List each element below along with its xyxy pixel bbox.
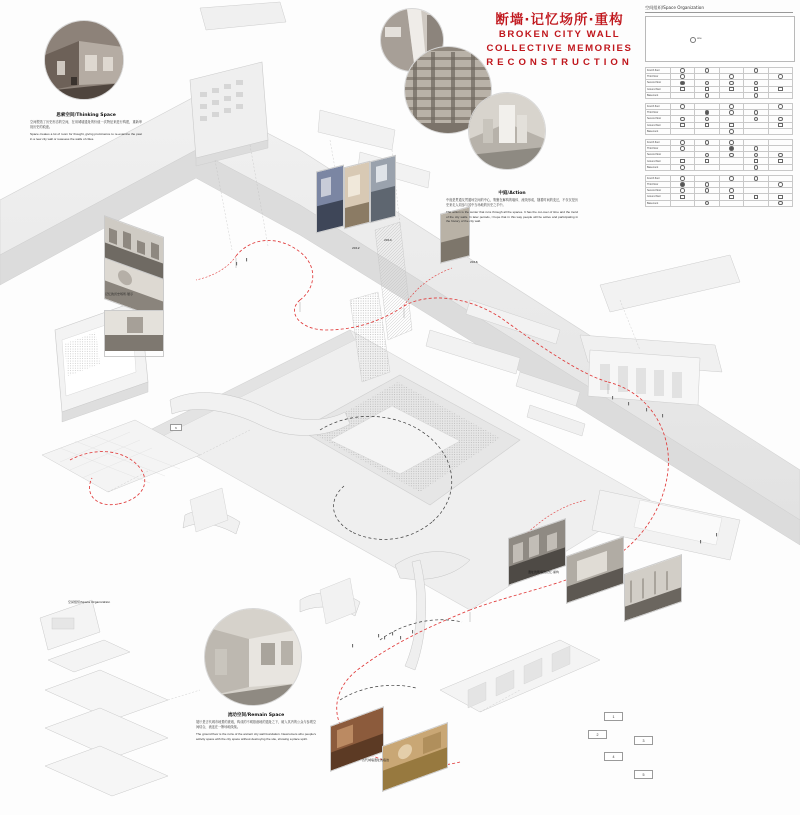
- table-row: Fourth floor: [646, 68, 793, 74]
- table-row: Basement: [646, 200, 793, 206]
- caption-thinking-en: Space creates a lot of room for thought, giving prominence to re-examine the past in a new city wall or reassess the walls of cities.: [30, 132, 142, 141]
- number-tag-3: 3: [634, 736, 653, 745]
- board-photo-2: [344, 161, 370, 229]
- number-tag-5: 5: [634, 770, 653, 779]
- table-row: Fourth floor: [646, 103, 793, 109]
- caption-thinking-space: [30, 112, 142, 141]
- table-row: Ground floor: [646, 194, 793, 200]
- legend-box: [645, 16, 795, 62]
- caption-flow-space: [196, 712, 316, 741]
- table-row: Ground floor: [646, 158, 793, 164]
- number-tag-6: 6: [170, 424, 182, 431]
- table-row: Ground floor: [646, 122, 793, 128]
- table-row: Second floor: [646, 188, 793, 194]
- caption-action-en: The atrium is the center that runs through all the spaces. It has the cut-over of time and the trend of the city walls. In later periods, I hope that in this way people will be active and participating in the history of the city wall.: [446, 210, 578, 223]
- table-row: Fourth floor: [646, 175, 793, 181]
- organization-matrix-3: [645, 139, 793, 171]
- model-photo-2: [469, 93, 545, 169]
- space-organization-title: 空间组织/Space Organization: [645, 5, 793, 13]
- page-title-cn: 断墙·记忆场所·重构: [495, 12, 624, 28]
- legend-dot-icon: [690, 37, 696, 43]
- table-row: Ground floor: [646, 86, 793, 92]
- label-memory-history-site: 记忆的历史场所·展示: [105, 292, 133, 296]
- table-row: Basement: [646, 128, 793, 134]
- number-tag-4: 4: [604, 752, 623, 761]
- legend-label: site: [697, 35, 702, 40]
- title-line-1: BROKEN CITY WALL: [498, 29, 621, 40]
- interior-photo-1: [45, 21, 123, 99]
- table-row: Basement: [646, 164, 793, 170]
- table-row: Second floor: [646, 152, 793, 158]
- label-ancient-wall-trace: 古代城墙遗址的痕迹: [362, 758, 390, 762]
- table-row: Third floor: [646, 74, 793, 80]
- caption-flow-cn: 展厅是古代城市地景的废墟，构成的不城基诸地的遗址之下，破入其内的公众与参观空间结合，流连在一断场地线续。: [196, 720, 316, 729]
- caption-thinking-heading: 思索空间/Thinking Space: [56, 113, 116, 118]
- board-photo-1: [316, 165, 344, 234]
- caption-thinking-cn: 空间塑造了历史形态的空间，在用城墙遗址的价值一次特征来进行构建，重新审视历史的痕迹。: [30, 120, 142, 129]
- table-row: Second floor: [646, 80, 793, 86]
- label-year-2014: 2014: [384, 238, 392, 242]
- table-row: Second floor: [646, 116, 793, 122]
- board-photo-historic-3: [104, 310, 164, 357]
- interior-photo-2: [205, 609, 301, 705]
- photo-circle-model-overview: [468, 92, 546, 170]
- photo-circle-interior-flow: [204, 608, 302, 706]
- caption-action-cn: 中庭是贯通友贯通场空间的中心，集聚在解构的墙体、流线形成，随着时间的变迁，不仅仅是历史来走人同参与其中当场地的历史之手中。: [446, 198, 578, 207]
- organization-matrix-4: [645, 175, 793, 207]
- caption-action-heading: 中庭/Action: [498, 191, 526, 196]
- label-reconstruct-memory: 遗址的断墙的记忆·重构: [528, 570, 559, 574]
- photo-circle-thinking-space: [44, 20, 124, 100]
- page-title-en: [472, 28, 647, 70]
- organization-matrix-2: [645, 103, 793, 135]
- title-line-2: COLLECTIVE MEMORIES: [486, 42, 633, 54]
- table-row: Fourth floor: [646, 139, 793, 145]
- caption-flow-en: The ground floor is the ruins of the ancient city wall foundation. Newcomers who people's activity space with the city space without destroying the site, showing a place spirit.: [196, 732, 316, 741]
- table-row: Third floor: [646, 146, 793, 152]
- label-space-organization-small: 空间组织/Space Organization: [68, 600, 111, 604]
- table-row: Third floor: [646, 182, 793, 188]
- title-line-3: RECONSTRUCTION: [486, 56, 633, 68]
- caption-action-space: [446, 190, 578, 223]
- number-tag-2: 2: [588, 730, 607, 739]
- number-tag-1: 1: [604, 712, 623, 721]
- label-year-2012: 2012: [352, 246, 360, 250]
- board-photo-3: [370, 155, 396, 223]
- organization-matrix-1: [645, 67, 793, 99]
- space-organization-panel: [645, 5, 793, 211]
- table-row: Third floor: [646, 110, 793, 116]
- table-row: Basement: [646, 92, 793, 98]
- label-year-2016: 2016: [470, 260, 478, 264]
- caption-flow-heading: 流动空间/Remain Space: [227, 713, 285, 718]
